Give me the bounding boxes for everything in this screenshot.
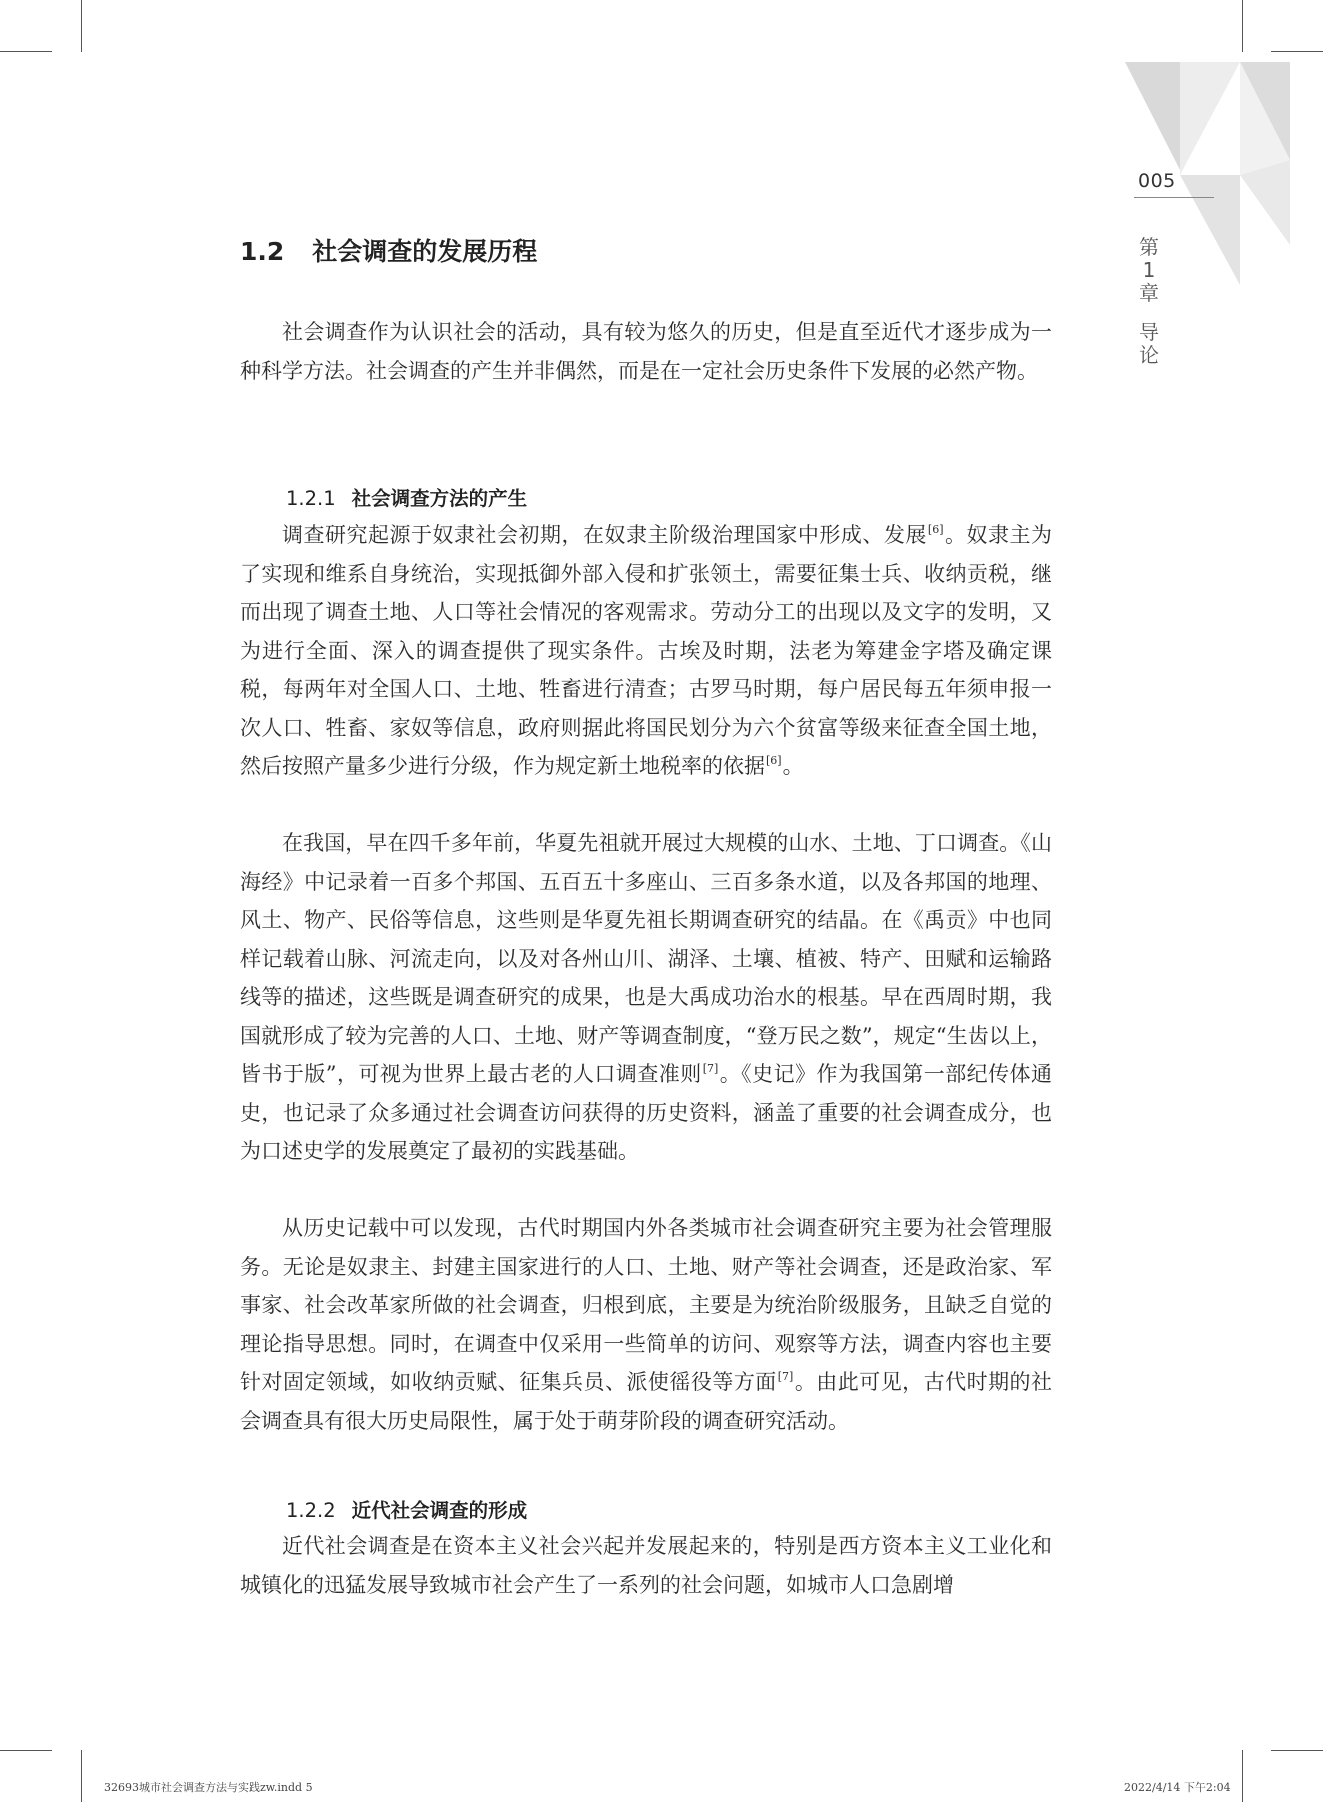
subsection-title: 近代社会调查的形成	[351, 1499, 528, 1522]
subsection-heading-2	[286, 1495, 527, 1523]
deco-triangle	[1180, 62, 1240, 175]
page-number: 005	[1138, 170, 1176, 192]
crop-mark-bottom-left-v	[81, 1750, 82, 1802]
subsection-number: 1.2.1	[286, 487, 336, 510]
paragraph	[240, 516, 1052, 786]
text-run: 在我国，早在四千多年前，华夏先祖就开展过大规模的山水、土地、丁口调查。《山海经》中记录着一百多个邦国、五百五十多座山、三百多条水道，以及各邦国的地理、风土、物产、民俗等信息，这些则是华夏先祖长期调查研究的结晶。在《禹贡》中也同样记载着山脉、河流走向，以及对各州山川、湖泽、土壤、植被、特产、田赋和运输路线等的描述，这些既是调查研究的成果，也是大禹成功治水的根基。早在西周时期，我国就形成了较为完善的人口、土地、财产等调查制度，“登万民之数”，规定“生齿以上，皆书于版”，可视为世界上最古老的人口调查准则	[240, 831, 1052, 1086]
citation-ref: [7]	[777, 1370, 794, 1383]
citation-ref: [6]	[927, 523, 944, 536]
text-run: 从历史记载中可以发现，古代时期国内外各类城市社会调查研究主要为社会管理服务。无论是奴隶主、封建主国家进行的人口、土地、财产等社会调查，还是政治家、军事家、社会改革家所做的社会调查，归根到底，主要是为统治阶级服务，且缺乏自觉的理论指导思想。同时，在调查中仅采用一些简单的访问、观察等方法，调查内容也主要针对固定领域，如收纳贡赋、征集兵员、派使徭役等方面	[240, 1216, 1052, 1394]
paragraph	[240, 824, 1052, 1171]
deco-triangle	[1125, 62, 1180, 170]
text-run: 。《史记》作为我国第一部纪传体通史，也记录了众多通过社会调查访问获得的历史资料，涵盖了重要的社会调查成分，也为口述史学的发展奠定了最初的实践基础。	[240, 1062, 1053, 1163]
footer-timestamp: 2022/4/14 下午2:04	[1124, 1781, 1231, 1794]
chapter-tab-char: 论	[1139, 343, 1159, 367]
paragraph: 近代社会调查是在资本主义社会兴起并发展起来的，特别是西方资本主义工业化和城镇化的迅猛发展导致城市社会产生了一系列的社会问题，如城市人口急剧增	[240, 1534, 1052, 1597]
crop-mark-bottom-right-v	[1242, 1750, 1243, 1802]
text-run: 。由此可见，古代时期的社会调查具有很大历史局限性，属于处于萌芽阶段的调查研究活动。	[240, 1370, 1053, 1433]
chapter-tab-char: 导	[1139, 320, 1159, 344]
crop-mark-bottom-right-h	[1271, 1750, 1323, 1751]
chapter-tab-char: 1	[1142, 258, 1156, 282]
decorative-triangles	[0, 0, 1323, 300]
chapter-tab-char: 第	[1139, 235, 1159, 259]
section-number: 1.2	[240, 237, 285, 266]
chapter-tab-char: 章	[1139, 281, 1159, 305]
citation-ref: [6]	[766, 754, 782, 767]
section-heading	[240, 232, 537, 268]
section-title: 社会调查的发展历程	[312, 237, 538, 266]
footer-file-slug: 32693城市社会调查方法与实践zw.indd 5	[104, 1781, 313, 1794]
text-run: 。奴隶主为了实现和维系自身统治，实现抵御外部入侵和扩张领土，需要征集士兵、收纳贡税，继而出现了调查土地、人口等社会情况的客观需求。劳动分工的出现以及文字的发明，又为进行全面、深入的调查提供了现实条件。古埃及时期，法老为筹建金字塔及确定课税，每两年对全国人口、土地、牲畜进行清查；古罗马时期，每户居民每五年须申报一次人口、牲畜、家奴等信息，政府则据此将国民划分为六个贫富等级来征查全国土地，然后按照产量多少进行分级，作为规定新土地税率的依据	[240, 523, 1053, 778]
page-number-rule	[1134, 197, 1214, 198]
citation-ref: [7]	[702, 1062, 719, 1075]
paragraph	[240, 1209, 1052, 1440]
text-run: 。	[782, 754, 804, 778]
text-run: 调查研究起源于奴隶社会初期，在奴隶主阶级治理国家中形成、发展	[282, 523, 927, 547]
deco-triangle	[1180, 175, 1240, 285]
intro-paragraph: 社会调查作为认识社会的活动，具有较为悠久的历史，但是直至近代才逐步成为一种科学方法。社会调查的产生并非偶然，而是在一定社会历史条件下发展的必然产物。	[240, 320, 1052, 383]
subsection-title: 社会调查方法的产生	[351, 487, 528, 510]
crop-mark-bottom-left-h	[0, 1750, 52, 1751]
subsection-heading-1	[286, 483, 527, 511]
deco-triangle	[1240, 160, 1290, 245]
chapter-tab	[1136, 236, 1162, 367]
subsection-number: 1.2.2	[286, 1499, 336, 1522]
